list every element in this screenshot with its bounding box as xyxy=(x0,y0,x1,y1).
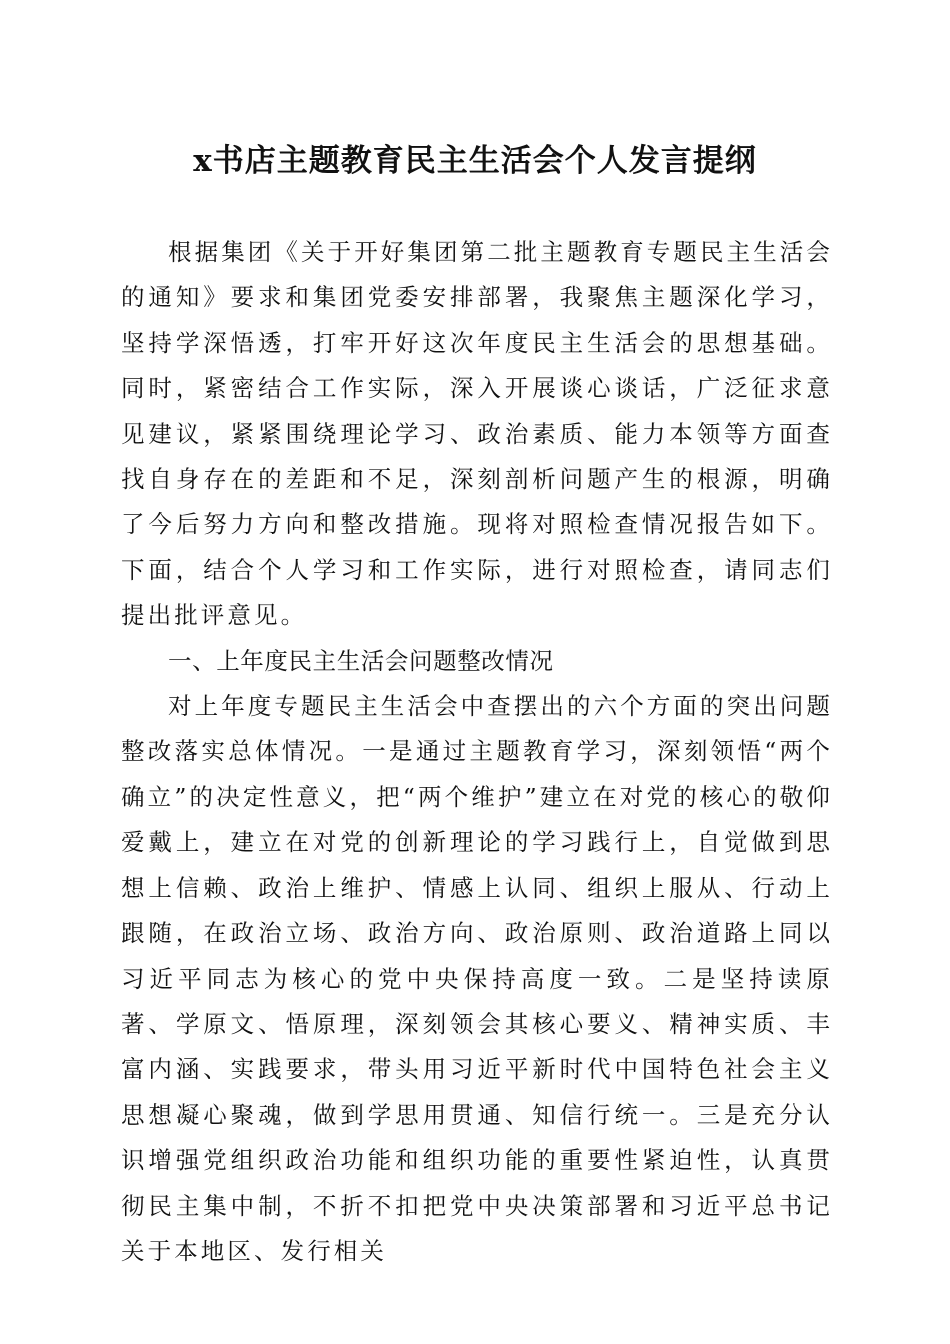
intro-paragraph: 根据集团《关于开好集团第二批主题教育专题民主生活会的通知》要求和集团党委安排部署，我聚焦主题深化学习，坚持学深悟透，打牢开好这次年度民主生活会的思想基础。同时，紧密结合工作实际，深入开展谈心谈话，广泛征求意见建议，紧紧围绕理论学习、政治素质、能力本领等方面查找自身存在的差距和不足，深刻剖析问题产生的根源，明确了今后努力方向和整改措施。现将对照检查情况报告如下。下面，结合个人学习和工作实际，进行对照检查，请同志们提出批评意见。 xyxy=(121,238,833,630)
section-1-paragraph: 对上年度专题民主生活会中查摆出的六个方面的突出问题整改落实总体情况。一是通过主题教育学习，深刻领悟“两个确立”的决定性意义，把“两个维护”建立在对党的核心的敬仰爱戴上，建立在对党的创新理论的学习践行上，自觉做到思想上信赖、政治上维护、情感上认同、组织上服从、行动上跟随，在政治立场、政治方向、政治原则、政治道路上同以习近平同志为核心的党中央保持高度一致。二是坚持读原著、学原文、悟原理，深刻领会其核心要义、精神实质、丰富内涵、实践要求，带头用习近平新时代中国特色社会主义思想凝心聚魂，做到学思用贯通、知信行统一。三是充分认识增强党组织政治功能和组织功能的重要性紧迫性，认真贯彻民主集中制，不折不扣把党中央决策部署和习近平总书记关于本地区、发行相关 xyxy=(121,692,833,1265)
document-title: x书店主题教育民主生活会个人发言提纲 xyxy=(193,143,757,179)
document-body xyxy=(121,230,833,1274)
section-1-heading: 一、上年度民主生活会问题整改情况 xyxy=(168,646,554,675)
